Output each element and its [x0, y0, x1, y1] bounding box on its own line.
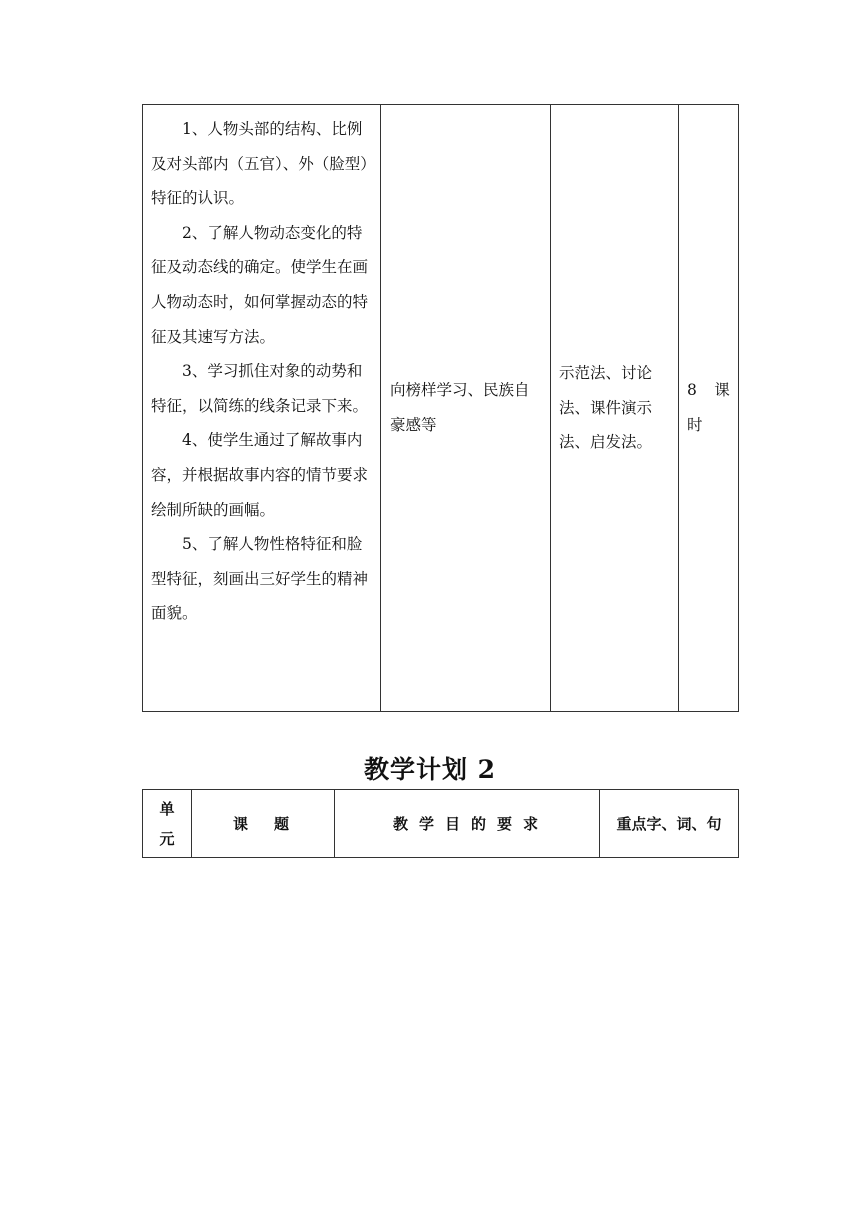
topic-column-header	[192, 790, 335, 858]
key-words-column-header	[600, 790, 739, 858]
unit-header-char-1: 单	[159, 799, 175, 818]
unit-column-header	[143, 790, 192, 858]
teaching-methods-cell	[551, 105, 679, 712]
topic-header-text: 课题	[232, 815, 315, 833]
goals-header-text: 教学目的要求	[392, 815, 549, 833]
goal-item-3: 3、学习抓住对象的动势和特征，以简练的线条记录下来。	[151, 362, 369, 415]
lesson-plan-table	[142, 104, 739, 712]
goal-item-5: 5、了解人物性格特征和脸型特征，刻画出三好学生的精神面貌。	[151, 535, 369, 623]
class-hours-unit-part2: 时	[687, 416, 703, 434]
table-row	[143, 105, 739, 712]
key-words-header-text: 重点字、词、句	[616, 815, 722, 833]
moral-education-cell	[381, 105, 551, 712]
class-hours-unit-part1: 课	[714, 381, 730, 400]
goals-column-header	[335, 790, 600, 858]
class-hours-cell	[679, 105, 739, 712]
table-header-row	[143, 790, 739, 858]
class-hours-text	[679, 373, 738, 442]
moral-education-text: 向榜样学习、民族自豪感等	[390, 381, 530, 434]
teaching-goals-cell	[143, 105, 381, 712]
goal-item-1: 1、人物头部的结构、比例及对头部内（五官）、外（脸型）特征的认识。	[151, 120, 369, 208]
teaching-methods-text: 示范法、讨论法、课件演示法、启发法。	[559, 364, 653, 452]
unit-header-char-2: 元	[159, 829, 175, 848]
goal-item-4: 4、使学生通过了解故事内容，并根据故事内容的情节要求绘制所缺的画幅。	[151, 431, 369, 519]
class-hours-number: 8	[687, 381, 698, 400]
goal-item-2: 2、了解人物动态变化的特征及动态线的确定。使学生在画人物动态时，如何掌握动态的特征及其速写方法。	[151, 223, 369, 346]
teaching-plan-header-table	[142, 789, 739, 858]
section-title: 教学计划 2	[363, 755, 497, 784]
